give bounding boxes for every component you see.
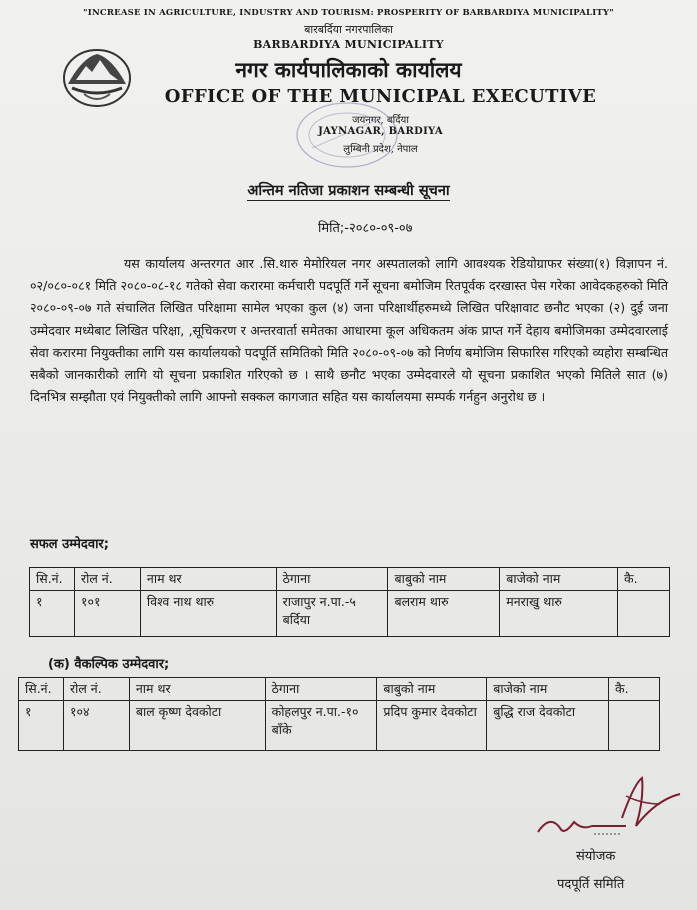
header-cell: बाजेको नाम	[487, 678, 609, 701]
header-cell: नाम थर	[140, 568, 276, 591]
address-nepali: जयनगर, बर्दिया	[352, 115, 409, 126]
header-cell: बाबुको नाम	[388, 568, 500, 591]
header-cell: सि.नं.	[30, 568, 75, 591]
header-cell: कै.	[618, 568, 670, 591]
table-cell: विश्व नाथ थारु	[140, 591, 276, 637]
notice-title-text: अन्तिम नतिजा प्रकाशन सम्बन्धी सूचना	[247, 183, 450, 199]
table-cell: राजापुर न.पा.-५ बर्दिया	[276, 591, 388, 637]
table-cell: कोहलपुर न.पा.-१० बाँके	[265, 701, 377, 751]
header-cell: बाजेको नाम	[500, 568, 618, 591]
table-cell: १	[19, 701, 64, 751]
table-header-row	[19, 678, 660, 701]
municipality-name-english: BARBARDIYA MUNICIPALITY	[253, 38, 444, 51]
notice-date: मिति;-२०८०-०९-०७	[318, 221, 413, 236]
table-cell: १	[30, 591, 75, 637]
header-cell: कै.	[609, 678, 660, 701]
alternate-candidates-table	[18, 677, 660, 751]
alternate-candidates-heading: (क) वैकल्पिक उम्मेदवार;	[48, 657, 170, 672]
province-nepali: लुम्बिनी प्रदेश, नेपाल	[343, 144, 418, 155]
signatory-title: संयोजक	[576, 849, 616, 864]
table-cell: बुद्धि राज देवकोटा	[487, 701, 609, 751]
municipality-name-nepali: बारबर्दिया नगरपालिका	[304, 23, 393, 36]
table-cell: १०१	[74, 591, 140, 637]
table-cell: प्रदिप कुमार देवकोटा	[377, 701, 487, 751]
notice-body: यस कार्यालय अन्तरगत आर .सि.थारु मेमोरियल नगर अस्पतालको लागि आवश्यक रेडियोग्राफर संख्या(१) विज्ञापन नं. ०२/०८०-०८१ मिति २०८०-०८-१८ गतेको सेवा करारमा कर्मचारी पदपूर्ति गर्ने सूचना बमोजिम रितपूर्वक दरखास्त पेस गरेका आवेदकहरुको मिति २०८०-०९-०७ गते संचालित लिखित परिक्षामा सामेल भएका कुल (४) जना परिक्षार्थीहरुमध्ये लिखित परिक्षावाट छनौट भएका (२) दुई जना उम्मेदवार मध्येबाट लिखित परिक्षा, ,सूचिकरण र अन्तरवार्ता समेतका आधारमा कूल अधिकतम अंक प्राप्त गर्ने देहाय बमोजिमका उम्मेदवारलाई सेवा करारमा नियुक्तीका लागि यस कार्यालयको पदपूर्ति समितिको मिति २०८०-०९-०७ को निर्णय बमोजिम सिफारिस गरिएको व्यहोरा सम्बन्धित सबैको जानकारीको लागि यो सूचना प्रकाशित गरिएको छ । साथै छनौट भएका उम्मेदवारले यो सूचना प्रकाशित भएको मितिले सात (७) दिनभित्र सम्झौता एवं नियुक्तीको लागि आफ्नो सक्कल कागजात सहित यस कार्यालयमा सम्पर्क गर्नहुन अनुरोध छ ।	[30, 256, 668, 405]
municipality-motto: "INCREASE IN AGRICULTURE, INDUSTRY AND TOURISM: PROSPERITY OF BARBARDIYA MUNICIPALITY"	[83, 8, 614, 18]
header-cell: रोल नं.	[74, 568, 140, 591]
address-english: JAYNAGAR, BARDIYA	[318, 126, 443, 137]
header-cell: ठेगाना	[265, 678, 377, 701]
table-cell: मनराखु थारु	[500, 591, 618, 637]
table-cell: बाल कृष्ण देवकोटा	[129, 701, 265, 751]
header-cell: सि.नं.	[19, 678, 64, 701]
successful-candidates-table	[29, 567, 670, 637]
table-header-row	[30, 568, 670, 591]
table-cell: बलराम थारु	[388, 591, 500, 637]
office-title-nepali: नगर कार्यपालिकाको कार्यालय	[235, 57, 462, 82]
table-row	[19, 701, 660, 751]
notice-title	[0, 180, 697, 200]
header-cell: रोल नं.	[63, 678, 129, 701]
table-row	[30, 591, 670, 637]
table-cell: १०४	[63, 701, 129, 751]
header-cell: ठेगाना	[276, 568, 388, 591]
header-cell: नाम थर	[129, 678, 265, 701]
office-stamp-icon	[292, 98, 402, 173]
handwritten-signature-icon	[530, 770, 690, 850]
successful-candidates-heading: सफल उम्मेदवार;	[30, 537, 109, 552]
header-cell: बाबुको नाम	[377, 678, 487, 701]
table-cell	[609, 701, 660, 751]
signatory-committee: पदपूर्ति समिति	[557, 877, 625, 892]
office-title-english: OFFICE OF THE MUNICIPAL EXECUTIVE	[164, 86, 597, 107]
table-cell	[618, 591, 670, 637]
